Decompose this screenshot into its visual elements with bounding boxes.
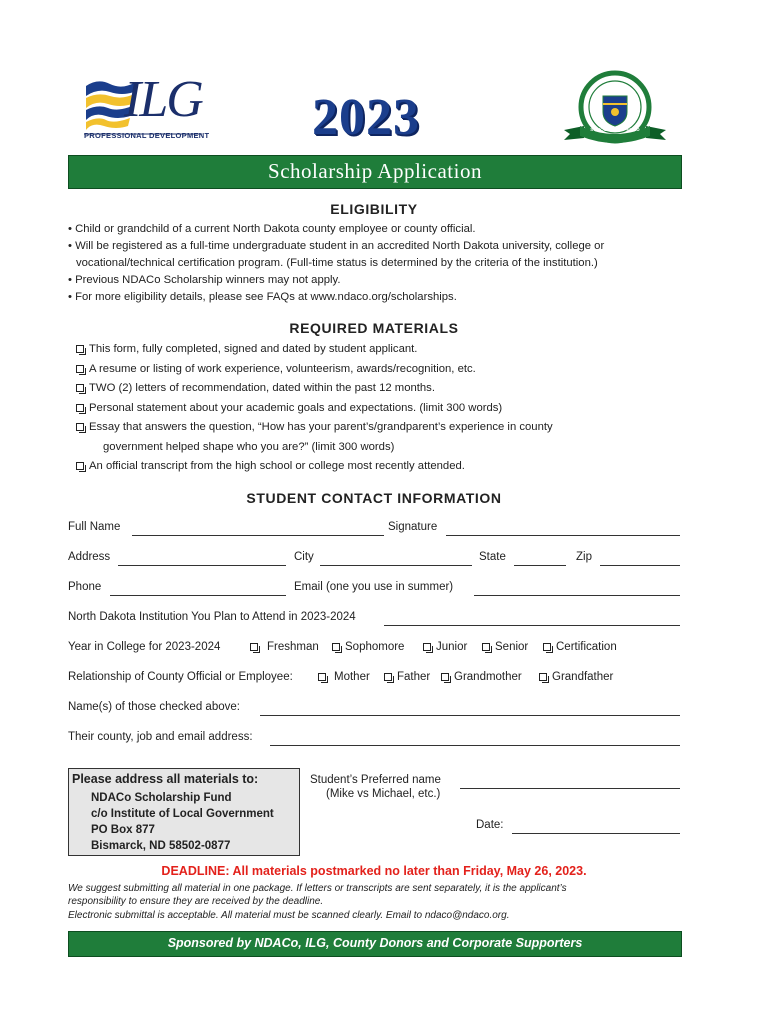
ilg-logo-text: ILG [124,71,202,128]
county-job-email-field[interactable] [270,745,680,746]
signature-field[interactable] [446,535,680,536]
required-item: Personal statement about your academic goals and expectations. (limit 300 words) [76,399,676,419]
checkbox-icon[interactable] [543,643,551,651]
checkbox-icon[interactable] [539,673,547,681]
checkbox-icon[interactable] [76,384,84,392]
required-materials-list [76,340,676,477]
seal-banner: SCHOLARSHIP FUND [590,127,640,132]
sponsor-text: Sponsored by NDACo, ILG, County Donors and Corporate Supporters [167,936,583,950]
eligibility-item-continued: vocational/technical certification program. (Full-time status is determined by the criteria of the institution.) [76,257,598,269]
checkbox-icon[interactable] [384,673,392,681]
state-label: State [479,551,506,563]
mailing-line: Bismarck, ND 58502-0877 [91,840,231,852]
option-junior[interactable]: Junior [423,641,467,653]
ilg-logo-subtitle: PROFESSIONAL DEVELOPMENT [84,131,210,140]
page-title: Scholarship Application [268,159,482,183]
option-sophomore[interactable]: Sophomore [332,641,404,653]
date-field[interactable] [512,833,680,834]
checkbox-icon[interactable] [423,643,431,651]
eligibility-list [68,221,688,306]
preferred-name-example: (Mike vs Michael, etc.) [326,788,441,800]
eligibility-item: • For more eligibility details, please see FAQs at www.ndaco.org/scholarships. [68,291,457,303]
mailing-heading: Please address all materials to: [72,772,259,786]
required-item: An official transcript from the high school or college most recently attended. [76,457,676,477]
eligibility-item: • Previous NDACo Scholarship winners may not apply. [68,274,341,286]
names-label: Name(s) of those checked above: [68,701,240,713]
mailing-address [91,790,274,854]
mailing-address-box [68,768,300,856]
option-certification[interactable]: Certification [543,641,617,653]
option-mother[interactable]: Mother [318,671,370,683]
option-grandfather[interactable]: Grandfather [539,671,613,683]
required-item: Essay that answers the question, “How has your parent’s/grandparent’s experience in county [76,418,676,438]
note-line: responsibility to ensure they are received by the deadline. [68,896,324,908]
zip-label: Zip [576,551,592,563]
required-item: A resume or listing of work experience, volunteerism, awards/recognition, etc. [76,360,676,380]
checkbox-icon[interactable] [76,462,84,470]
full-name-field[interactable] [132,535,384,536]
checkbox-icon[interactable] [76,423,84,431]
relationship-label: Relationship of County Official or Employee: [68,671,293,683]
eligibility-heading: ELIGIBILITY [330,201,418,217]
option-freshman[interactable]: Freshman [250,641,319,653]
eligibility-item: • Will be registered as a full-time undergraduate student in an accredited North Dakota university, college or [68,240,605,252]
required-item: This form, fully completed, signed and dated by student applicant. [76,340,676,360]
mailing-line: NDACo Scholarship Fund [91,792,232,804]
preferred-name-label: Student’s Preferred name [310,774,441,786]
address-label: Address [68,551,111,563]
email-field[interactable] [474,595,680,596]
phone-field[interactable] [110,595,286,596]
sponsor-bar [68,931,682,957]
email-label: Email (one you use in summer) [294,581,454,593]
county-job-email-label: Their county, job and email address: [68,731,253,743]
names-field[interactable] [260,715,680,716]
state-field[interactable] [514,565,566,566]
date-label: Date: [476,819,504,831]
checkbox-icon[interactable] [318,673,326,681]
checkbox-icon[interactable] [76,365,84,373]
city-label: City [294,551,314,563]
preferred-name-field[interactable] [460,788,680,789]
checkbox-icon[interactable] [76,404,84,412]
institution-label: North Dakota Institution You Plan to Attend in 2023-2024 [68,611,356,623]
checkbox-icon[interactable] [76,345,84,353]
full-name-label: Full Name [68,521,121,533]
required-materials-heading: REQUIRED MATERIALS [289,320,459,336]
mailing-line: c/o Institute of Local Government [91,808,274,820]
checkbox-icon[interactable] [441,673,449,681]
deadline-notice: DEADLINE: All materials postmarked no later than Friday, May 26, 2023. [161,864,587,878]
note-line: We suggest submitting all material in one package. If letters or transcripts are sent separately, it is the applicant’s [68,883,567,894]
option-senior[interactable]: Senior [482,641,528,653]
required-item-continued: government helped shape who you are?” (limit 300 words) [103,440,395,453]
checkbox-icon[interactable] [250,643,258,651]
phone-label: Phone [68,581,102,593]
contact-heading: STUDENT CONTACT INFORMATION [246,490,502,506]
signature-label: Signature [388,521,438,533]
application-year: 2023 [312,89,420,146]
seal-text [560,70,670,150]
zip-field[interactable] [600,565,680,566]
option-father[interactable]: Father [384,671,430,683]
address-field[interactable] [118,565,286,566]
city-field[interactable] [320,565,472,566]
option-grandmother[interactable]: Grandmother [441,671,522,683]
checkbox-icon[interactable] [332,643,340,651]
year-in-college-label: Year in College for 2023-2024 [68,641,221,653]
note-line: Electronic submittal is acceptable. All material must be scanned clearly. Email to ndaco@ndaco.org. [68,909,510,921]
institution-field[interactable] [384,625,680,626]
required-item: TWO (2) letters of recommendation, dated within the past 12 months. [76,379,676,399]
title-bar [68,155,682,189]
mailing-line: PO Box 877 [91,824,155,836]
submission-notes [68,882,688,922]
eligibility-item: • Child or grandchild of a current North Dakota county employee or county official. [68,223,476,235]
checkbox-icon[interactable] [482,643,490,651]
